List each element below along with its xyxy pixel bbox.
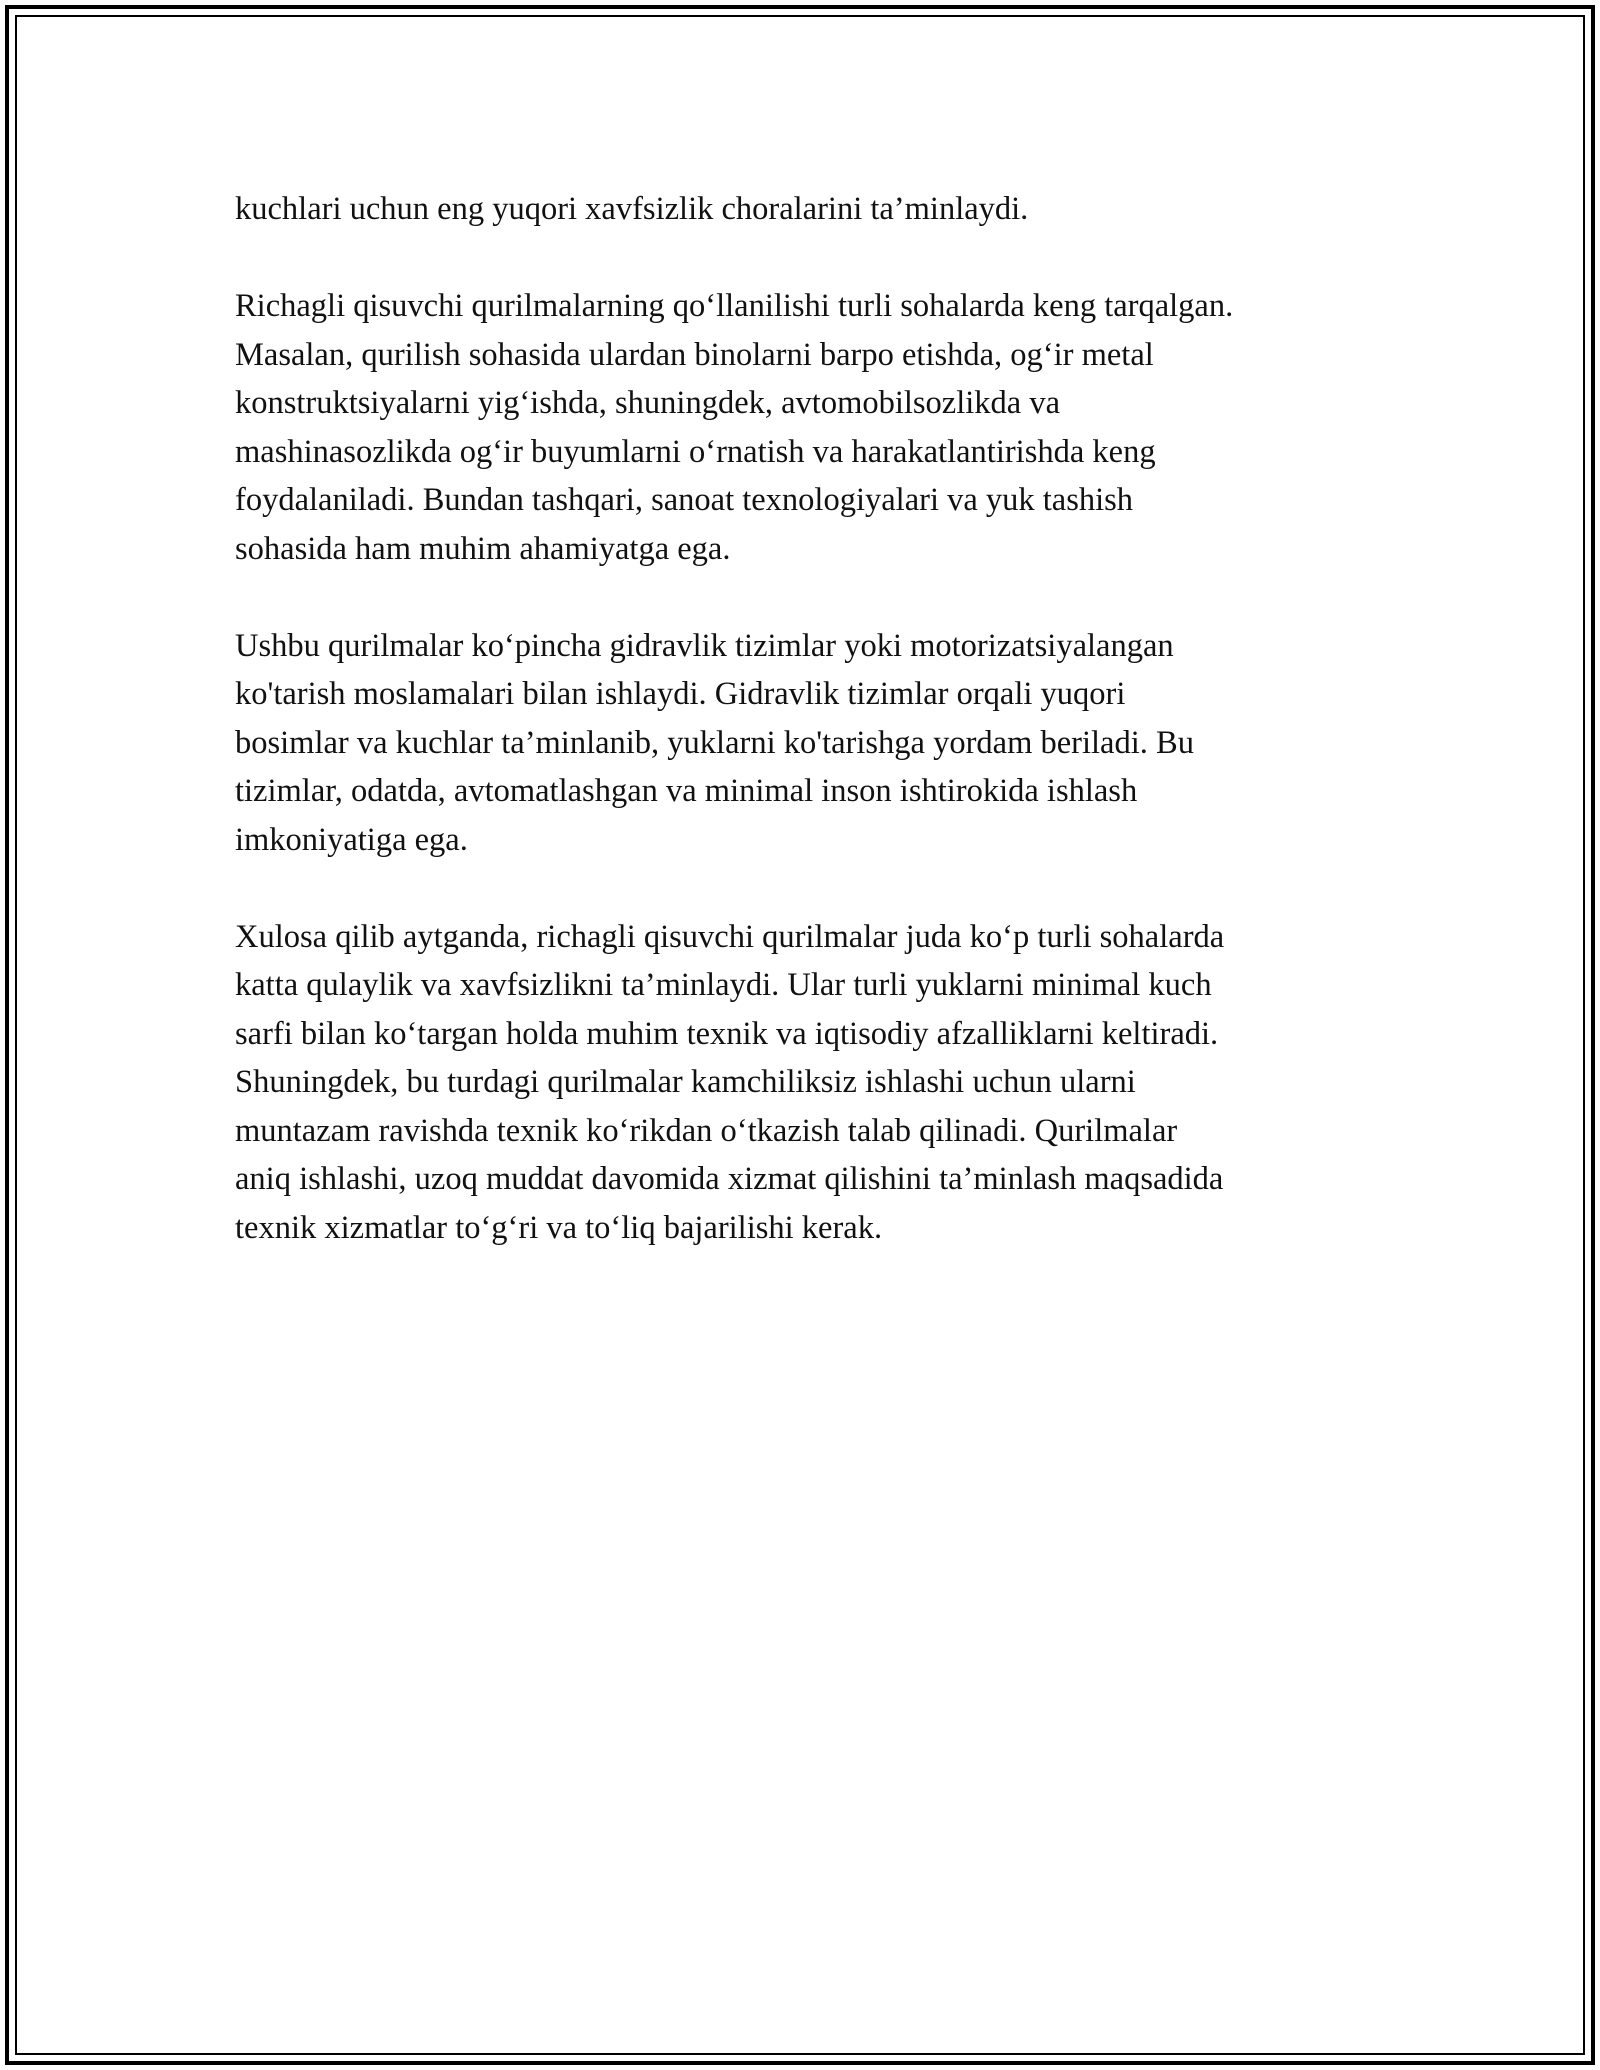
text-line: imkoniyatiga ega. <box>235 821 468 858</box>
text-line: Masalan, qurilish sohasida ulardan binolarni barpo etishda, og‘ir metal <box>235 336 1154 373</box>
paragraph-4 <box>235 913 1395 1253</box>
text-line: konstruktsiyalarni yig‘ishda, shuningdek, avtomobilsozlikda va <box>235 385 1061 421</box>
document-body <box>235 185 1395 1301</box>
text-line: tizimlar, odatda, avtomatlashgan va minimal inson ishtirokida ishlash <box>235 773 1138 809</box>
text-line: foydalaniladi. Bundan tashqari, sanoat texnologiyalari va yuk tashish <box>235 482 1134 518</box>
text-line: mashinasozlikda og‘ir buyumlarni o‘rnatish va harakatlantirishda keng <box>235 433 1156 470</box>
text-line: katta qulaylik va xavfsizlikni ta’minlaydi. Ular turli yuklarni minimal kuch <box>235 967 1212 1003</box>
text-line: sohasida ham muhim ahamiyatga ega. <box>235 530 731 567</box>
text-line: kuchlari uchun eng yuqori xavfsizlik choralarini ta’minlaydi. <box>235 191 1029 227</box>
text-line: texnik xizmatlar to‘g‘ri va to‘liq bajarilishi kerak. <box>235 1209 883 1246</box>
text-line: aniq ishlashi, uzoq muddat davomida xizmat qilishini ta’minlash maqsadida <box>235 1161 1224 1197</box>
text-line: bosimlar va kuchlar ta’minlanib, yuklarni ko'tarishga yordam beriladi. Bu <box>235 724 1194 761</box>
text-line: Richagli qisuvchi qurilmalarning qo‘llanilishi turli sohalarda keng tarqalgan. <box>235 288 1234 324</box>
text-line: ko'tarish moslamalari bilan ishlaydi. Gidravlik tizimlar orqali yuqori <box>235 676 1126 712</box>
paragraph-2 <box>235 282 1395 573</box>
text-line: Xulosa qilib aytganda, richagli qisuvchi qurilmalar juda ko‘p turli sohalarda <box>235 918 1225 955</box>
text-line: Shuningdek, bu turdagi qurilmalar kamchiliksiz ishlashi uchun ularni <box>235 1064 1136 1100</box>
paragraph-3 <box>235 622 1395 865</box>
text-line: muntazam ravishda texnik ko‘rikdan o‘tkazish talab qilinadi. Qurilmalar <box>235 1112 1178 1149</box>
text-line: sarfi bilan ko‘targan holda muhim texnik va iqtisodiy afzalliklarni keltiradi. <box>235 1015 1219 1052</box>
paragraph-1 <box>235 185 1395 234</box>
text-line: Ushbu qurilmalar ko‘pincha gidravlik tizimlar yoki motorizatsiyalangan <box>235 627 1174 664</box>
